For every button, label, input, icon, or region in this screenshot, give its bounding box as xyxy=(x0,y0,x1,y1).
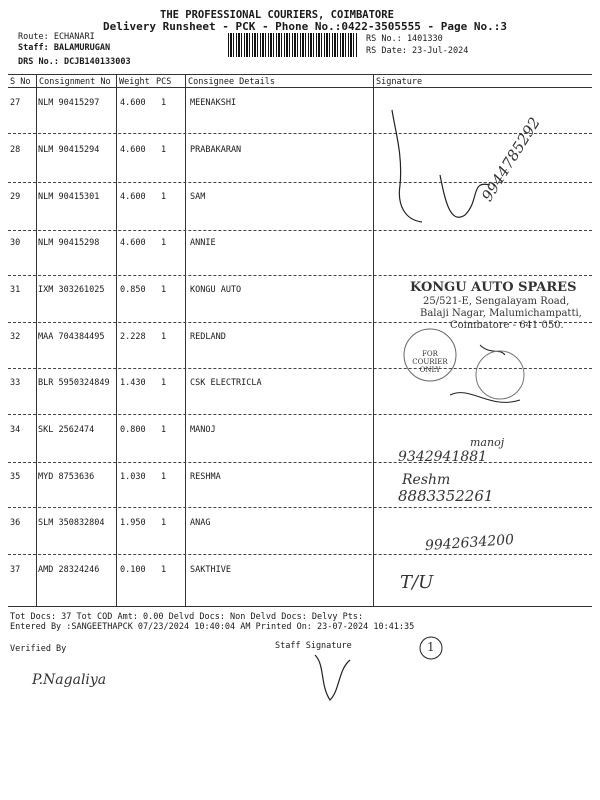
row-weight: 0.100 xyxy=(120,565,146,575)
row-pcs: 1 xyxy=(161,192,167,202)
row-pcs: 1 xyxy=(161,238,167,248)
runsheet-subtitle: Delivery Runsheet - PCK - Phone No.:0422-3505555 - Page No.:3 xyxy=(103,20,507,33)
row-consignee: ANAG xyxy=(190,518,211,528)
row-consignment: IXM 303261025 xyxy=(38,285,105,295)
row-pcs: 1 xyxy=(161,98,167,108)
handwritten-phone-2: 9342941881 xyxy=(398,449,488,465)
row-consignment: MYD 8753636 xyxy=(38,472,95,482)
courier-seal-text: FOR COURIER ONLY xyxy=(412,350,448,374)
row-sno: 29 xyxy=(10,192,21,202)
row-sno: 30 xyxy=(10,238,21,248)
staff-signature-label: Staff Signature xyxy=(275,641,352,651)
row-weight: 0.800 xyxy=(120,425,146,435)
verifier-signature: P.Nagaliya xyxy=(32,672,107,688)
row-weight: 0.850 xyxy=(120,285,146,295)
handwritten-phone-3: 8883352261 xyxy=(398,487,494,505)
row-consignment: AMD 28324246 xyxy=(38,565,100,575)
footer-entered-printed: Entered By :SANGEETHAPCK 07/23/2024 10:40:04 AM Printed On: 23-07-2024 10:41:35 xyxy=(10,622,415,632)
row-weight: 1.950 xyxy=(120,518,146,528)
row-consignee: ANNIE xyxy=(190,238,216,248)
row-sno: 34 xyxy=(10,425,21,435)
row-sno: 33 xyxy=(10,378,21,388)
circled-number: 1 xyxy=(427,640,435,654)
row-consignment: BLR 5950324849 xyxy=(38,378,110,388)
row-consignment: SLM 350832804 xyxy=(38,518,105,528)
row-consignment: NLM 90415301 xyxy=(38,192,100,202)
row-consignee: RESHMA xyxy=(190,472,221,482)
shop-stamp-address3: Coimbatore - 641 050. xyxy=(450,320,564,331)
footer-totals: Tot Docs: 37 Tot COD Amt: 0.00 Delvd Docs: Non Delvd Docs: Delvy Pts: xyxy=(10,612,364,622)
row-consignee: KONGU AUTO xyxy=(190,285,242,295)
row-weight: 4.600 xyxy=(120,98,146,108)
row-pcs: 1 xyxy=(161,285,167,295)
col-header-pcs: PCS xyxy=(156,77,172,87)
shop-stamp-name: KONGU AUTO SPARES xyxy=(410,280,577,295)
row-pcs: 1 xyxy=(161,425,167,435)
row-consignee: MANOJ xyxy=(190,425,216,435)
row-pcs: 1 xyxy=(161,145,167,155)
rs-date: RS Date: 23-Jul-2024 xyxy=(366,46,469,56)
handwritten-name-manoj: manoj xyxy=(470,436,505,449)
row-consignee: PRABAKARAN xyxy=(190,145,242,155)
col-header-weight: Weight xyxy=(119,77,150,87)
row-consignment: SKL 2562474 xyxy=(38,425,95,435)
handwritten-phone-1: 9944785292 xyxy=(478,114,544,205)
col-header-consignment: Consignment No xyxy=(39,77,111,87)
row-consignee: REDLAND xyxy=(190,332,226,342)
row-consignee: MEENAKSHI xyxy=(190,98,237,108)
row-sno: 36 xyxy=(10,518,21,528)
row-pcs: 1 xyxy=(161,332,167,342)
verified-by-label: Verified By xyxy=(10,644,67,654)
rs-number: RS No.: 1401330 xyxy=(366,34,443,44)
row-pcs: 1 xyxy=(161,378,167,388)
shop-stamp-address1: 25/521-E, Sengalayam Road, xyxy=(423,296,570,307)
row-weight: 4.600 xyxy=(120,238,146,248)
row-consignment: MAA 704384495 xyxy=(38,332,105,342)
col-header-signature: Signature xyxy=(376,77,423,87)
row-consignee: SAM xyxy=(190,192,206,202)
col-header-sno: S No xyxy=(10,77,31,87)
row-weight: 1.430 xyxy=(120,378,146,388)
handwritten-name-reshma: Reshm xyxy=(402,472,451,488)
row-weight: 4.600 xyxy=(120,192,146,202)
row-pcs: 1 xyxy=(161,565,167,575)
row-consignment: NLM 90415298 xyxy=(38,238,100,248)
row-consignee: SAKTHIVE xyxy=(190,565,231,575)
row-consignee: CSK ELECTRICLA xyxy=(190,378,262,388)
row-consignment: NLM 90415297 xyxy=(38,98,100,108)
row-pcs: 1 xyxy=(161,518,167,528)
handwritten-tu: T/U xyxy=(400,572,434,593)
route-label: Route: ECHANARI xyxy=(18,32,95,42)
col-header-consignee: Consignee Details xyxy=(188,77,275,87)
handwritten-phone-4: 9942634200 xyxy=(424,531,515,555)
company-title: THE PROFESSIONAL COURIERS, COIMBATORE xyxy=(160,9,394,21)
row-weight: 2.228 xyxy=(120,332,146,342)
row-sno: 35 xyxy=(10,472,21,482)
row-pcs: 1 xyxy=(161,472,167,482)
row-weight: 4.600 xyxy=(120,145,146,155)
row-sno: 28 xyxy=(10,145,21,155)
drs-number: DRS No.: DCJB140133003 xyxy=(18,57,131,67)
row-sno: 27 xyxy=(10,98,21,108)
shop-stamp-address2: Balaji Nagar, Malumichampatti, xyxy=(420,308,582,319)
staff-label: Staff: BALAMURUGAN xyxy=(18,43,111,53)
row-sno: 32 xyxy=(10,332,21,342)
row-weight: 1.030 xyxy=(120,472,146,482)
row-consignment: NLM 90415294 xyxy=(38,145,100,155)
row-sno: 37 xyxy=(10,565,21,575)
row-sno: 31 xyxy=(10,285,21,295)
